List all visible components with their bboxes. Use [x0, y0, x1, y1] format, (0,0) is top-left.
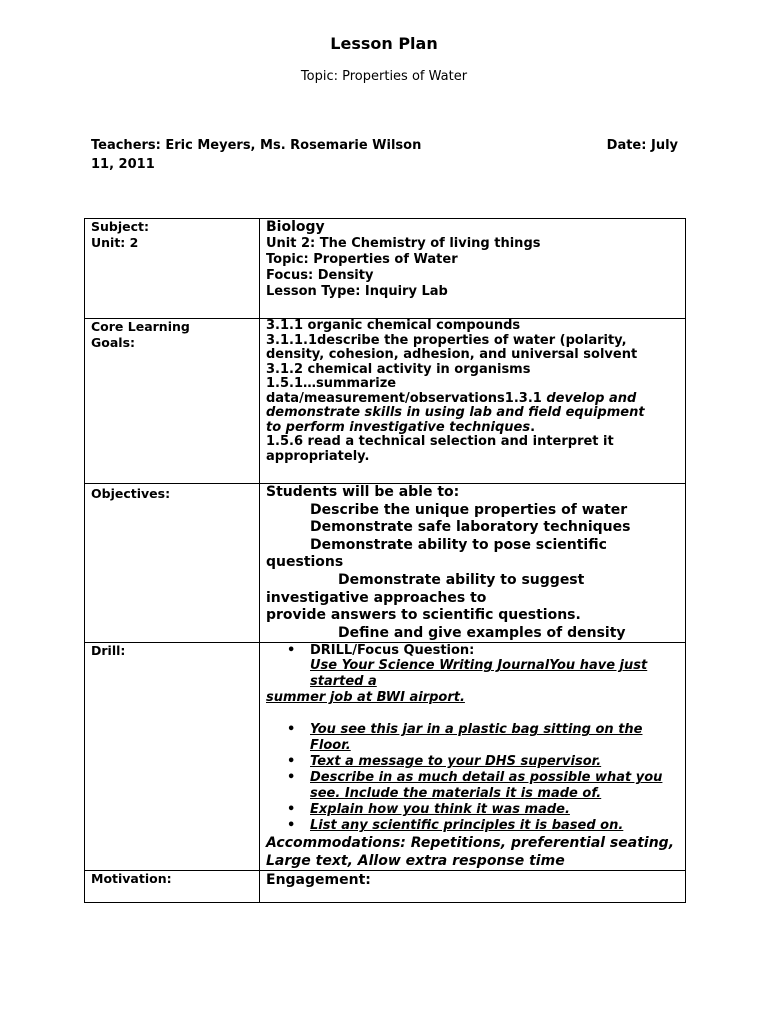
- goal-line: [266, 406, 681, 421]
- subject-name: Biology: [266, 219, 325, 235]
- goals-label-cell: [85, 319, 260, 484]
- goal-text: data/measurement/observations1.3.1: [266, 390, 547, 406]
- drill-prompt: started a: [310, 674, 377, 690]
- goal-text-italic: demonstrate skills in using lab and field equipment: [266, 405, 645, 420]
- objectives-intro: Students will be able to:: [266, 484, 460, 500]
- topic-line: Topic: Properties of Water: [266, 252, 458, 267]
- objectives-content-cell: [260, 484, 686, 643]
- drill-prompt: summer job at BWI airport.: [266, 690, 465, 706]
- lesson-plan-table: [84, 218, 686, 903]
- drill-focus-question: • DRILL/Focus Question:: [266, 643, 681, 658]
- goal-line: density, cohesion, adhesion, and universal solvent: [266, 347, 638, 362]
- goals-label-2: Goals:: [91, 335, 136, 350]
- goals-content-cell: [260, 319, 686, 484]
- drill-label-cell: [85, 643, 260, 871]
- subject-label-cell: [85, 219, 260, 319]
- objectives-label: Objectives:: [91, 486, 171, 501]
- drill-content-cell: [260, 643, 686, 871]
- objective-item-continuation: questions: [266, 554, 344, 571]
- drill-prompt: Use Your Science Writing JournalYou have just: [310, 658, 648, 674]
- motivation-label: Motivation:: [91, 871, 172, 887]
- goal-line: 1.5.6 read a technical selection and interpret it: [266, 434, 614, 449]
- spacer: [266, 706, 681, 722]
- teachers-line: [91, 136, 681, 174]
- focus-line: Focus: Density: [266, 268, 374, 283]
- goal-line: [266, 421, 681, 436]
- goal-line: appropriately.: [266, 448, 370, 464]
- subject-content-cell: [260, 219, 686, 319]
- motivation-content-cell: [260, 871, 686, 903]
- lesson-type-line: Lesson Type: Inquiry Lab: [266, 284, 448, 299]
- goals-label-1: Core Learning: [91, 319, 190, 334]
- teachers-names: Teachers: Eric Meyers, Ms. Rosemarie Wilson: [91, 138, 422, 153]
- drill-list-item: • Describe in as much detail as possible what you: [266, 770, 681, 786]
- drill-list-item: • Text a message to your DHS supervisor.: [266, 754, 681, 770]
- drill-list-item-continuation: Floor.: [310, 738, 351, 754]
- table-row-drill: [85, 643, 686, 871]
- goal-period: .: [530, 419, 536, 435]
- goal-line: 3.1.2 chemical activity in organisms: [266, 361, 531, 377]
- objective-item-continuation: provide answers to scientific questions.: [266, 607, 581, 624]
- document-title: Lesson Plan: [330, 34, 438, 53]
- document-topic: Topic: Properties of Water: [300, 69, 468, 84]
- objectives-label-cell: [85, 484, 260, 643]
- goal-line: 1.5.1…summarize: [266, 376, 397, 391]
- drill-list-item: • Explain how you think it was made.: [266, 802, 681, 818]
- engagement-label: Engagement:: [266, 872, 371, 889]
- objective-item: Demonstrate ability to suggest: [338, 571, 585, 588]
- table-row-goals: [85, 319, 686, 484]
- objective-item: Demonstrate safe laboratory techniques: [310, 519, 631, 536]
- table-row-motivation: [85, 871, 686, 903]
- unit-label: Unit: 2: [91, 235, 139, 250]
- drill-list-item-continuation: see. Include the materials it is made of.: [310, 786, 602, 802]
- goal-line: 3.1.1.1describe the properties of water (polarity,: [266, 332, 627, 348]
- goal-text-italic: develop and: [546, 390, 637, 406]
- date-continuation: 11, 2011: [91, 157, 155, 172]
- date-label: Date: July: [606, 138, 678, 153]
- goal-line: 3.1.1 organic chemical compounds: [266, 318, 521, 333]
- table-row-subject: [85, 219, 686, 319]
- unit-line: Unit 2: The Chemistry of living things: [266, 236, 541, 251]
- objective-item: Define and give examples of density: [338, 624, 626, 641]
- table-row-objectives: [85, 484, 686, 643]
- goal-text-italic: to perform investigative techniques: [266, 419, 531, 435]
- accommodations-text: Accommodations: Repetitions, preferential seating, Large text, Allow extra response time: [266, 835, 675, 870]
- objective-item: Describe the unique properties of water: [310, 501, 628, 518]
- drill-label: Drill:: [91, 643, 126, 659]
- objective-item: Demonstrate ability to pose scientific: [310, 536, 607, 553]
- drill-list-item: • You see this jar in a plastic bag sitting on the: [266, 722, 681, 738]
- drill-list-item: • List any scientific principles it is based on.: [266, 818, 681, 834]
- objective-item-continuation: investigative approaches to: [266, 589, 487, 606]
- subject-label: Subject:: [91, 219, 149, 234]
- goal-line: [266, 392, 681, 407]
- motivation-label-cell: [85, 871, 260, 903]
